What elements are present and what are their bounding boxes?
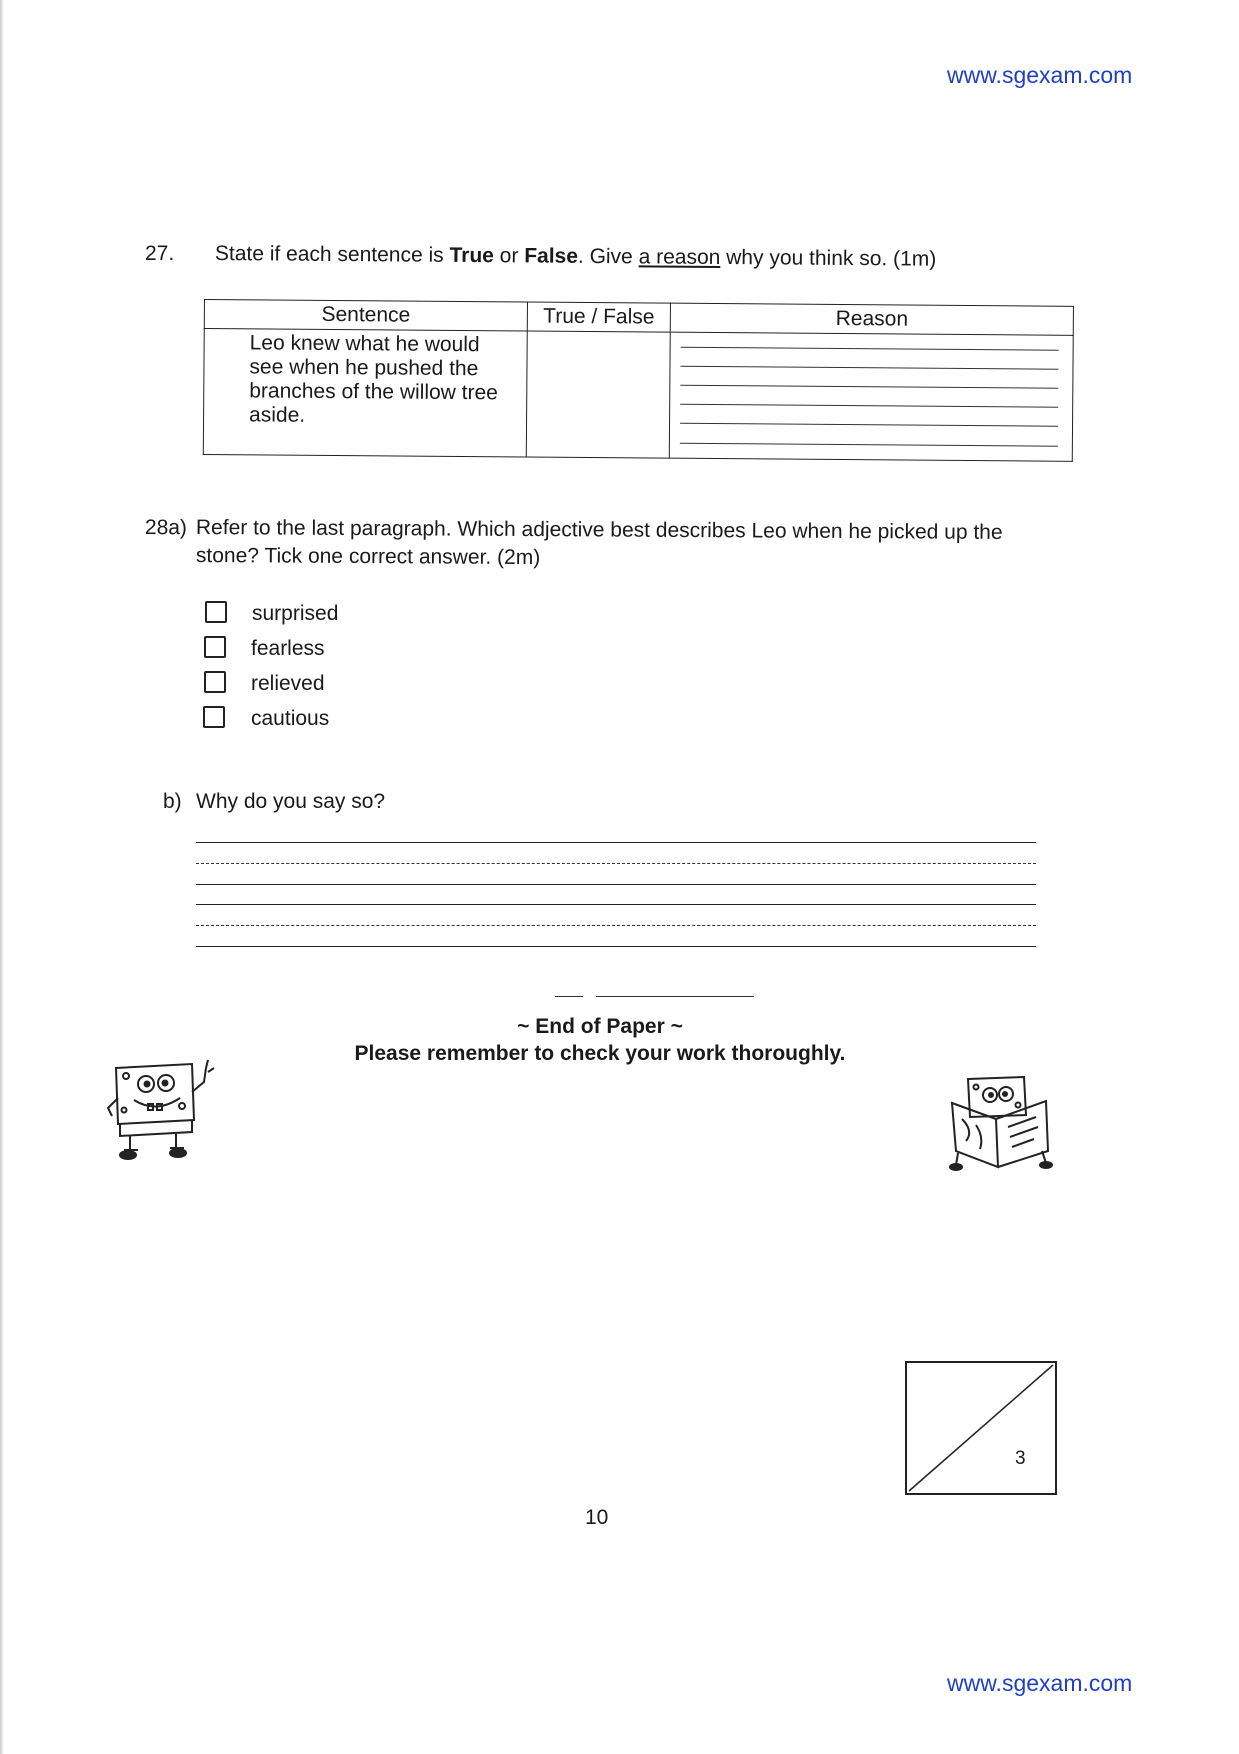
reason-lines <box>670 333 1073 461</box>
answer-line <box>196 842 1036 843</box>
option-checkbox-surprised[interactable] <box>205 601 227 623</box>
q27-or-word: or <box>493 244 525 268</box>
true-false-answer-cell[interactable] <box>526 331 670 458</box>
true-false-table <box>203 299 1074 462</box>
end-of-paper: ~ End of Paper ~ <box>517 1015 683 1038</box>
sentence-text: Leo knew what he would see when he pushed the branches of the willow tree aside. <box>249 331 499 427</box>
page-number: 10 <box>585 1506 609 1529</box>
divider-long <box>596 996 754 997</box>
q27-reason-word: a reason <box>638 245 721 269</box>
q27-false-word: False <box>524 244 579 268</box>
check-work-reminder: Please remember to check your work thoroughly. <box>354 1042 846 1065</box>
sentence-cell <box>203 329 527 458</box>
option-checkbox-fearless[interactable] <box>204 636 226 658</box>
option-label-surprised: surprised <box>252 602 339 625</box>
reason-line <box>681 347 1059 351</box>
reason-answer-cell[interactable] <box>669 332 1073 461</box>
reason-line <box>680 423 1058 427</box>
header-sentence: Sentence <box>204 300 527 332</box>
q27-true-word: True <box>449 243 494 268</box>
reason-line <box>680 443 1058 447</box>
mark-box-diagonal <box>907 1363 1055 1493</box>
answer-line <box>196 925 1036 926</box>
option-label-relieved: relieved <box>251 672 325 695</box>
divider-short <box>555 996 583 997</box>
reason-line <box>680 366 1058 370</box>
q27-prompt-post: why you think so. (1m) <box>720 245 937 271</box>
q28a-label: 28a) <box>144 516 188 540</box>
answer-line <box>196 946 1036 947</box>
table-row <box>203 329 1073 462</box>
footer-site-link[interactable]: www.sgexam.com <box>947 1670 1133 1696</box>
option-label-fearless: fearless <box>251 637 325 660</box>
mark-box-value: 3 <box>1015 1448 1026 1469</box>
answer-line <box>196 884 1036 885</box>
q28b-label: b) <box>163 790 182 813</box>
cartoon-pointing-character <box>104 1058 224 1170</box>
mark-box <box>905 1361 1057 1495</box>
reason-line <box>680 385 1058 389</box>
q27-number: 27. <box>145 242 175 265</box>
q28a-line2: stone? Tick one correct answer. (2m) <box>195 544 541 570</box>
q28b-prompt: Why do you say so? <box>196 790 386 813</box>
scan-edge <box>0 0 4 1754</box>
option-checkbox-relieved[interactable] <box>204 671 226 693</box>
header-reason: Reason <box>670 303 1073 335</box>
q28a-line1: Refer to the last paragraph. Which adjective best describes Leo when he picked up the <box>195 516 1003 544</box>
reason-line <box>680 404 1058 408</box>
option-label-cautious: cautious <box>251 707 330 730</box>
answer-line <box>196 904 1036 905</box>
q27-prompt <box>215 242 937 272</box>
answer-line <box>196 863 1036 864</box>
option-checkbox-cautious[interactable] <box>203 706 225 728</box>
header-site-link[interactable]: www.sgexam.com <box>947 62 1133 88</box>
header-true-false: True / False <box>527 302 670 332</box>
q27-prompt-mid: . Give <box>577 244 639 269</box>
q27-prompt-pre: State if each sentence is <box>214 242 450 267</box>
cartoon-reading-character <box>946 1075 1056 1175</box>
